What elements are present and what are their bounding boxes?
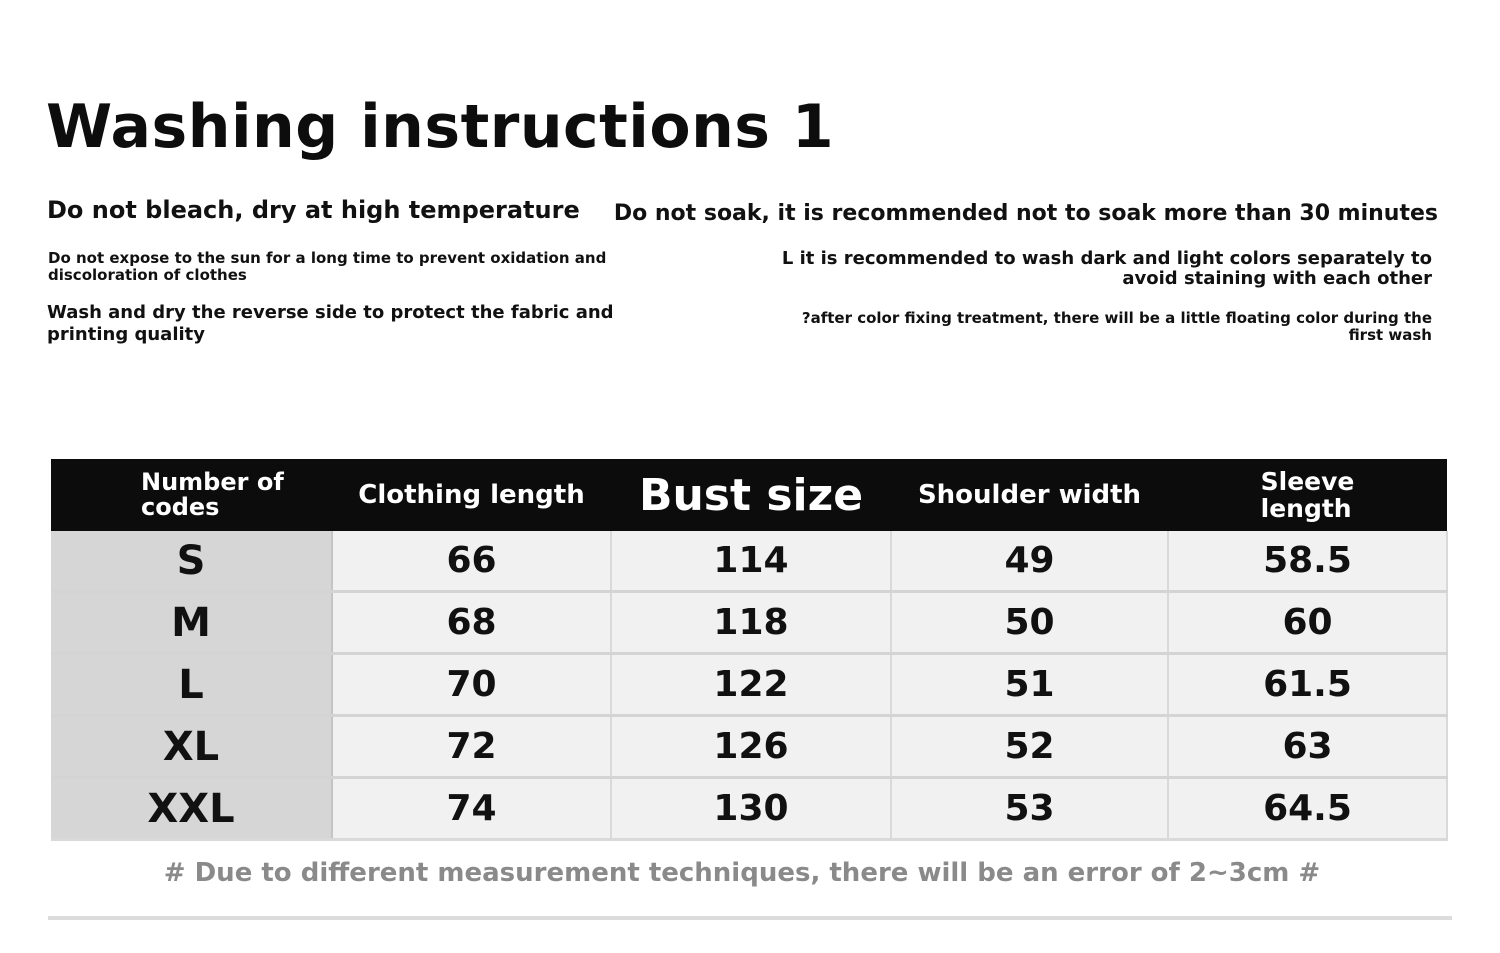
bust-size-value: 122 [611, 654, 891, 716]
header-number-of-codes [51, 459, 332, 531]
shoulder-width-value: 53 [891, 778, 1168, 840]
note-wash-separately: L it is recommended to wash dark and light colors separately to avoid staining with each other [781, 248, 1432, 290]
shoulder-width-value: 49 [891, 531, 1168, 592]
header-shoulder-width: Shoulder width [891, 459, 1168, 531]
header-sleeve-length [1168, 459, 1447, 531]
table-header-row [51, 459, 1447, 531]
clothing-length-value: 74 [332, 778, 611, 840]
clothing-length-value: 72 [332, 716, 611, 778]
table-row [51, 531, 1447, 592]
bust-size-value: 126 [611, 716, 891, 778]
bottom-divider [48, 916, 1452, 920]
shoulder-width-value: 52 [891, 716, 1168, 778]
sleeve-length-value: 58.5 [1168, 531, 1447, 592]
header-sleeve-line1: Sleeve [1260, 466, 1355, 496]
header-clothing-length: Clothing length [332, 459, 611, 531]
shoulder-width-value: 50 [891, 592, 1168, 654]
bust-size-value: 130 [611, 778, 891, 840]
page-title: Washing instructions 1 [46, 92, 835, 162]
size-label: S [51, 531, 332, 592]
sleeve-length-value: 63 [1168, 716, 1447, 778]
note-no-sun: Do not expose to the sun for a long time to prevent oxidation and discoloration of clothes [48, 249, 607, 284]
clothing-length-value: 66 [332, 531, 611, 592]
clothing-length-value: 70 [332, 654, 611, 716]
size-label: M [51, 592, 332, 654]
clothing-length-value: 68 [332, 592, 611, 654]
note-floating-color: ?after color fixing treatment, there will be a little floating color during the first wash [801, 309, 1432, 345]
note-no-soak: Do not soak, it is recommended not to soak more than 30 minutes [613, 201, 1438, 226]
shoulder-width-value: 51 [891, 654, 1168, 716]
measurement-error-footnote: # Due to different measurement techniques, there will be an error of 2~3cm # [163, 858, 1321, 888]
table-row [51, 778, 1447, 840]
table-row [51, 654, 1447, 716]
size-label: L [51, 654, 332, 716]
note-no-bleach: Do not bleach, dry at high temperature [47, 196, 580, 224]
size-table [51, 459, 1448, 841]
sleeve-length-value: 60 [1168, 592, 1447, 654]
header-codes-line2: codes [141, 493, 220, 521]
table-row [51, 716, 1447, 778]
table-row [51, 592, 1447, 654]
header-bust-size: Bust size [611, 459, 891, 531]
header-codes-line1: Number of [141, 467, 284, 496]
bust-size-value: 114 [611, 531, 891, 592]
sleeve-length-value: 64.5 [1168, 778, 1447, 840]
size-label: XL [51, 716, 332, 778]
header-sleeve-line2: length [1260, 494, 1352, 523]
sleeve-length-value: 61.5 [1168, 654, 1447, 716]
note-reverse-side: Wash and dry the reverse side to protect the fabric and printing quality [47, 302, 614, 345]
size-label: XXL [51, 778, 332, 840]
bust-size-value: 118 [611, 592, 891, 654]
